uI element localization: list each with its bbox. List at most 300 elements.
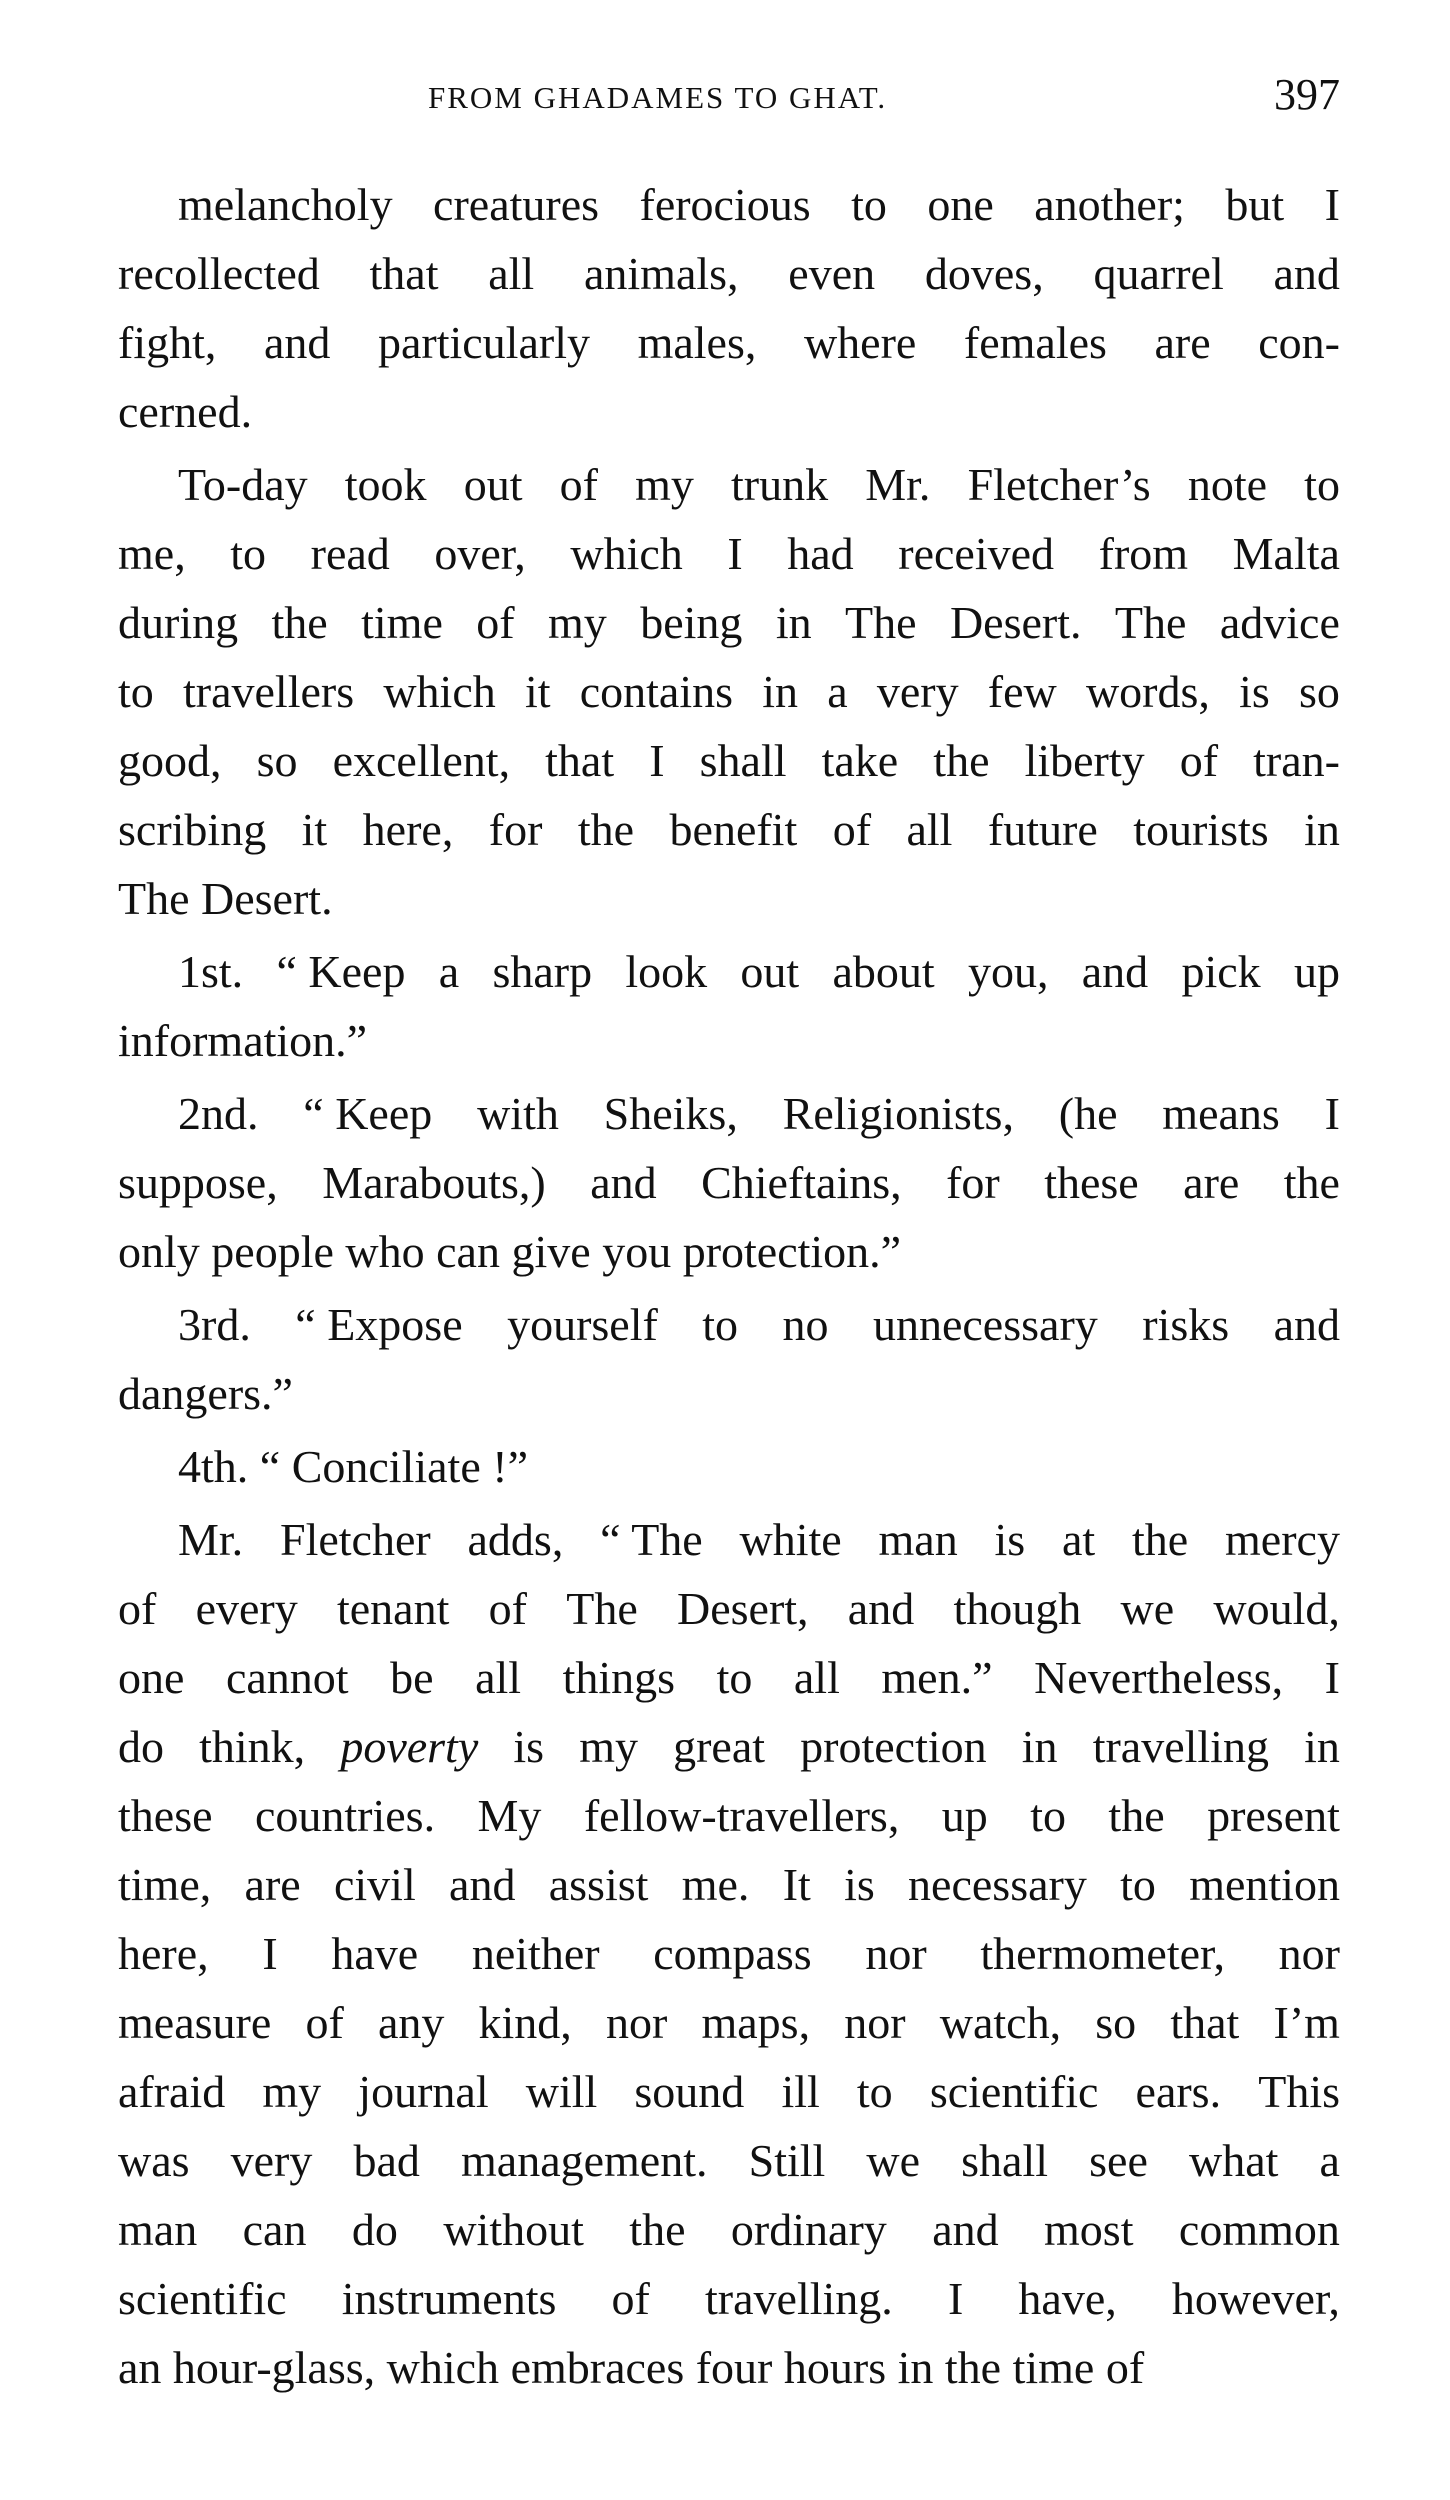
word: all [793,1652,840,1703]
body-text [118,170,1340,2402]
word: can [242,2204,307,2255]
word: have [331,1928,419,1979]
word: however, [1171,2273,1340,2324]
word: which [570,528,683,579]
paragraph [118,170,1340,446]
word: an [118,2342,162,2393]
word: Desert. [201,873,333,924]
word: of [305,1997,344,2048]
word: protection [800,1721,987,1772]
word: a [827,666,848,717]
word: be [390,1652,434,1703]
word: for [946,1157,1000,1208]
word: scientific [929,2066,1099,2117]
word: of [1105,2342,1145,2393]
text-line [118,450,1340,519]
word: all [475,1652,522,1703]
text-line [118,1712,1340,1781]
word: here, [118,1928,209,1979]
word: nor [844,1997,906,2048]
word: Mr. [178,1514,244,1565]
word: the [1283,1157,1340,1208]
word: and [1081,946,1149,997]
word: it [301,804,328,855]
word: dangers.” [118,1368,293,1419]
word: during [118,597,239,648]
text-line [118,1432,1340,1501]
word: Malta [1232,528,1340,579]
word: The [1114,597,1187,648]
word: My [477,1790,542,1841]
word: Fletcher [279,1514,431,1565]
paragraph [118,1432,1340,1501]
word: you [602,1226,672,1277]
word: note [1187,459,1268,510]
text-line [118,1850,1340,1919]
word: the [1132,1514,1189,1565]
word: particularly [377,317,590,368]
word: instruments [341,2273,557,2324]
word: so [1299,666,1340,717]
word: males, [637,317,757,368]
word: my [579,1721,638,1772]
word: I [649,735,665,786]
word: travelling [1092,1721,1269,1772]
word: Nevertheless, [1034,1652,1284,1703]
word: hours [783,2342,887,2393]
word: took [344,459,427,510]
word: Still [748,2135,826,2186]
text-line [118,170,1340,239]
word: sound [634,2066,745,2117]
word: in [1304,804,1340,855]
word: see [1089,2135,1148,2186]
word: unnecessary [872,1299,1098,1350]
word: do [118,1721,164,1772]
text-line [118,1006,1340,1075]
word: scientific [118,2273,287,2324]
word: compass [653,1928,812,1979]
word: to [702,1299,739,1350]
word: but [1225,179,1285,230]
text-line [118,519,1340,588]
word: adds, [467,1514,564,1565]
word: thermometer, [980,1928,1225,1979]
word: though [953,1583,1082,1634]
word: protection.” [682,1226,902,1277]
word: good, [118,735,222,786]
word: Mr. [865,459,931,510]
word: to [856,2066,893,2117]
word: I [1324,179,1340,230]
word: up [941,1790,988,1841]
word: is [1239,666,1270,717]
word: to [1030,1790,1066,1841]
word: these [118,1790,213,1841]
word: civil [333,1859,416,1910]
word: recollected [118,248,320,299]
text-line [118,1919,1340,1988]
word: out [740,946,800,997]
word: words, [1085,666,1210,717]
text-line [118,1781,1340,1850]
word: travellers [182,666,355,717]
word: suppose, [118,1157,278,1208]
word: time [361,597,443,648]
word: in [1021,1721,1058,1772]
word: to [230,528,267,579]
text-line [118,726,1340,795]
word: “ The [600,1514,703,1565]
word: one [927,179,994,230]
word: of [488,1583,527,1634]
word: cannot [225,1652,349,1703]
word: females [963,317,1107,368]
word: doves, [924,248,1044,299]
word: mercy [1225,1514,1340,1565]
word: think, [199,1721,306,1772]
text-line [118,1217,1340,1286]
word: “ Expose [295,1299,463,1350]
word: at [1062,1514,1096,1565]
word: “ Keep [303,1088,433,1139]
word: afraid [118,2066,226,2117]
word: ferocious [639,179,811,230]
word: so [256,735,298,786]
word: with [477,1088,559,1139]
word: management. [461,2135,708,2186]
word: to [118,666,154,717]
word: animals, [583,248,739,299]
word: to [1120,1859,1156,1910]
text-line [118,1643,1340,1712]
paragraph [118,1079,1340,1286]
word: assist [548,1859,649,1910]
word: all [906,804,953,855]
word: and [263,317,331,368]
word: over, [434,528,526,579]
word: creatures [433,179,600,230]
text-line [118,377,1340,446]
word: of [118,1583,157,1634]
text-line [118,1359,1340,1428]
word: con- [1258,317,1340,368]
word: up [1293,946,1340,997]
text-line [118,937,1340,1006]
word: have, [1018,2273,1117,2324]
word: Sheiks, [603,1088,738,1139]
word: of [559,459,598,510]
word: Religionists, [782,1088,1014,1139]
word: journal [358,2066,489,2117]
word: the [577,804,635,855]
word: bad [353,2135,420,2186]
word: here, [362,804,454,855]
word: kind, [478,1997,572,2048]
word: I [947,2273,964,2324]
word: I [1324,1088,1340,1139]
text-line [118,308,1340,377]
word: and [1273,248,1340,299]
word: that [1170,1997,1240,2048]
word: hour-glass, [172,2342,376,2393]
word: The [118,873,190,924]
word: fight, [118,317,217,368]
word: Desert, [676,1583,809,1634]
word: you, [967,946,1049,997]
word: what [1188,2135,1279,2186]
word: quarrel [1093,248,1224,299]
word: received [898,528,1055,579]
word: nor [605,1997,668,2048]
word: travelling. [705,2273,893,2324]
word: to [851,179,887,230]
word: most [1044,2204,1134,2255]
word: measure [118,1997,272,2048]
word: take [821,735,899,786]
text-line [118,1290,1340,1359]
word: only [118,1226,200,1277]
word: give [511,1226,591,1277]
word: people [211,1226,334,1277]
text-line [118,588,1340,657]
word: man [878,1514,958,1565]
text-line [118,2195,1340,2264]
word: I [1324,1652,1340,1703]
word: maps, [701,1997,811,2048]
word: ordinary [730,2204,887,2255]
word: ears. [1135,2066,1222,2117]
word: that [369,248,439,299]
word: out [463,459,523,510]
text-line [118,2126,1340,2195]
word: all [488,248,535,299]
word: the [933,735,990,786]
word: The [566,1583,638,1634]
word: me. [681,1859,750,1910]
word: fellow-travellers, [583,1790,900,1841]
word: for [488,804,543,855]
word: great [673,1721,766,1772]
word: where [803,317,917,368]
word: time, [118,1859,212,1910]
word: is [513,1721,545,1772]
word: look [625,946,708,997]
word: The [845,597,917,648]
word: which [383,666,496,717]
word: necessary [908,1859,1087,1910]
word: yourself [507,1299,658,1350]
word: the [271,597,328,648]
word: to [1304,459,1340,510]
word: 1st. [178,946,244,997]
text-line [118,1148,1340,1217]
word: about [832,946,935,997]
word: Fletcher’s [967,459,1151,510]
word: who [345,1226,425,1277]
word: we [1120,1583,1175,1634]
word: every [195,1583,298,1634]
word: in [775,597,812,648]
word: so [1095,1997,1137,2048]
word: are [244,1859,301,1910]
word: sharp [492,946,593,997]
word: of [832,804,872,855]
word: shall [699,735,787,786]
word: a [438,946,460,997]
text-line [118,2057,1340,2126]
word: of [1179,735,1219,786]
word: neither [471,1928,600,1979]
text-line [118,657,1340,726]
word: do [351,2204,398,2255]
word: no [782,1299,829,1350]
word: being [640,597,743,648]
word: benefit [669,804,798,855]
word: my [262,2066,322,2117]
paragraph [118,450,1340,933]
word: four [695,2342,773,2393]
word: 4th. [178,1441,249,1492]
text-line [118,1574,1340,1643]
word: I’m [1273,1997,1340,2048]
word: me, [118,528,186,579]
text-line [118,239,1340,308]
word: I [727,528,743,579]
word: liberty [1024,735,1145,786]
word: 2nd. [178,1088,259,1139]
word: read [310,528,390,579]
word: embraces [510,2342,685,2393]
text-line [118,1988,1340,2057]
word: of [476,597,515,648]
word: the [1108,1790,1165,1841]
word: very [230,2135,313,2186]
word: in [897,2342,934,2393]
word: time [1012,2342,1095,2393]
word: my [635,459,694,510]
page-number: 397 [1274,70,1340,119]
word: and [932,2204,999,2255]
text-line [118,864,1340,933]
running-head: FROM GHADAMES TO GHAT. [428,80,888,115]
word: white [739,1514,842,1565]
word: and [847,1583,915,1634]
page-header [118,70,1340,138]
word: of [611,2273,650,2324]
word: melancholy [178,179,393,230]
word: the [629,2204,686,2255]
word: had [787,528,854,579]
word: shall [961,2135,1049,2186]
word: one [118,1652,185,1703]
word: are [1183,1157,1240,1208]
word: ill [781,2066,820,2117]
paragraph [118,1290,1340,1428]
paragraph [118,937,1340,1075]
word: future [987,804,1098,855]
word: It [782,1859,811,1910]
word: a [1319,2135,1340,2186]
word: cerned. [118,386,253,437]
word: Marabouts,) [322,1157,546,1208]
word: from [1098,528,1189,579]
word: the [944,2342,1002,2393]
word: watch, [939,1997,1062,2048]
word: present [1207,1790,1340,1841]
word: excellent, [332,735,511,786]
word: was [118,2135,190,2186]
word: and [449,1859,516,1910]
word: tourists [1133,804,1269,855]
word: it [524,666,551,717]
word: and [590,1157,657,1208]
word: advice [1219,597,1340,648]
word: common [1178,2204,1340,2255]
word: “ Conciliate !” [259,1441,528,1492]
word: information.” [118,1015,368,1066]
word: mention [1189,1859,1340,1910]
word: in [762,666,798,717]
word: I [262,1928,278,1979]
text-line [118,795,1340,864]
text-line [118,1505,1340,1574]
word: these [1044,1157,1139,1208]
text-line [118,2333,1340,2402]
word: we [866,2135,921,2186]
word: man [118,2204,198,2255]
word: which [386,2342,500,2393]
word: is [844,1859,875,1910]
word: men.” [881,1652,993,1703]
word: “ Keep [276,946,406,997]
word: and [1273,1299,1340,1350]
word: would, [1213,1583,1340,1634]
word: my [548,597,607,648]
word: poverty [340,1721,479,1772]
word: even [788,248,876,299]
paragraph [118,1505,1340,2402]
word: another; [1034,179,1185,230]
word: can [436,1226,500,1277]
word: (he [1058,1088,1118,1139]
word: 3rd. [178,1299,251,1350]
word: that [545,735,615,786]
word: tran- [1253,735,1340,786]
word: Chieftains, [701,1157,902,1208]
text-line [118,1079,1340,1148]
word: contains [579,666,734,717]
word: tenant [336,1583,450,1634]
word: means [1162,1088,1280,1139]
word: in [1304,1721,1340,1772]
text-line [118,2264,1340,2333]
word: without [443,2204,584,2255]
word: trunk [731,459,829,510]
word: is [994,1514,1026,1565]
word: few [987,666,1057,717]
word: pick [1181,946,1261,997]
word: This [1258,2066,1340,2117]
word: risks [1142,1299,1230,1350]
word: nor [1278,1928,1340,1979]
word: very [876,666,959,717]
word: are [1154,317,1211,368]
word: nor [865,1928,927,1979]
word: countries. [254,1790,436,1841]
word: things [562,1652,676,1703]
word: any [377,1997,445,2048]
